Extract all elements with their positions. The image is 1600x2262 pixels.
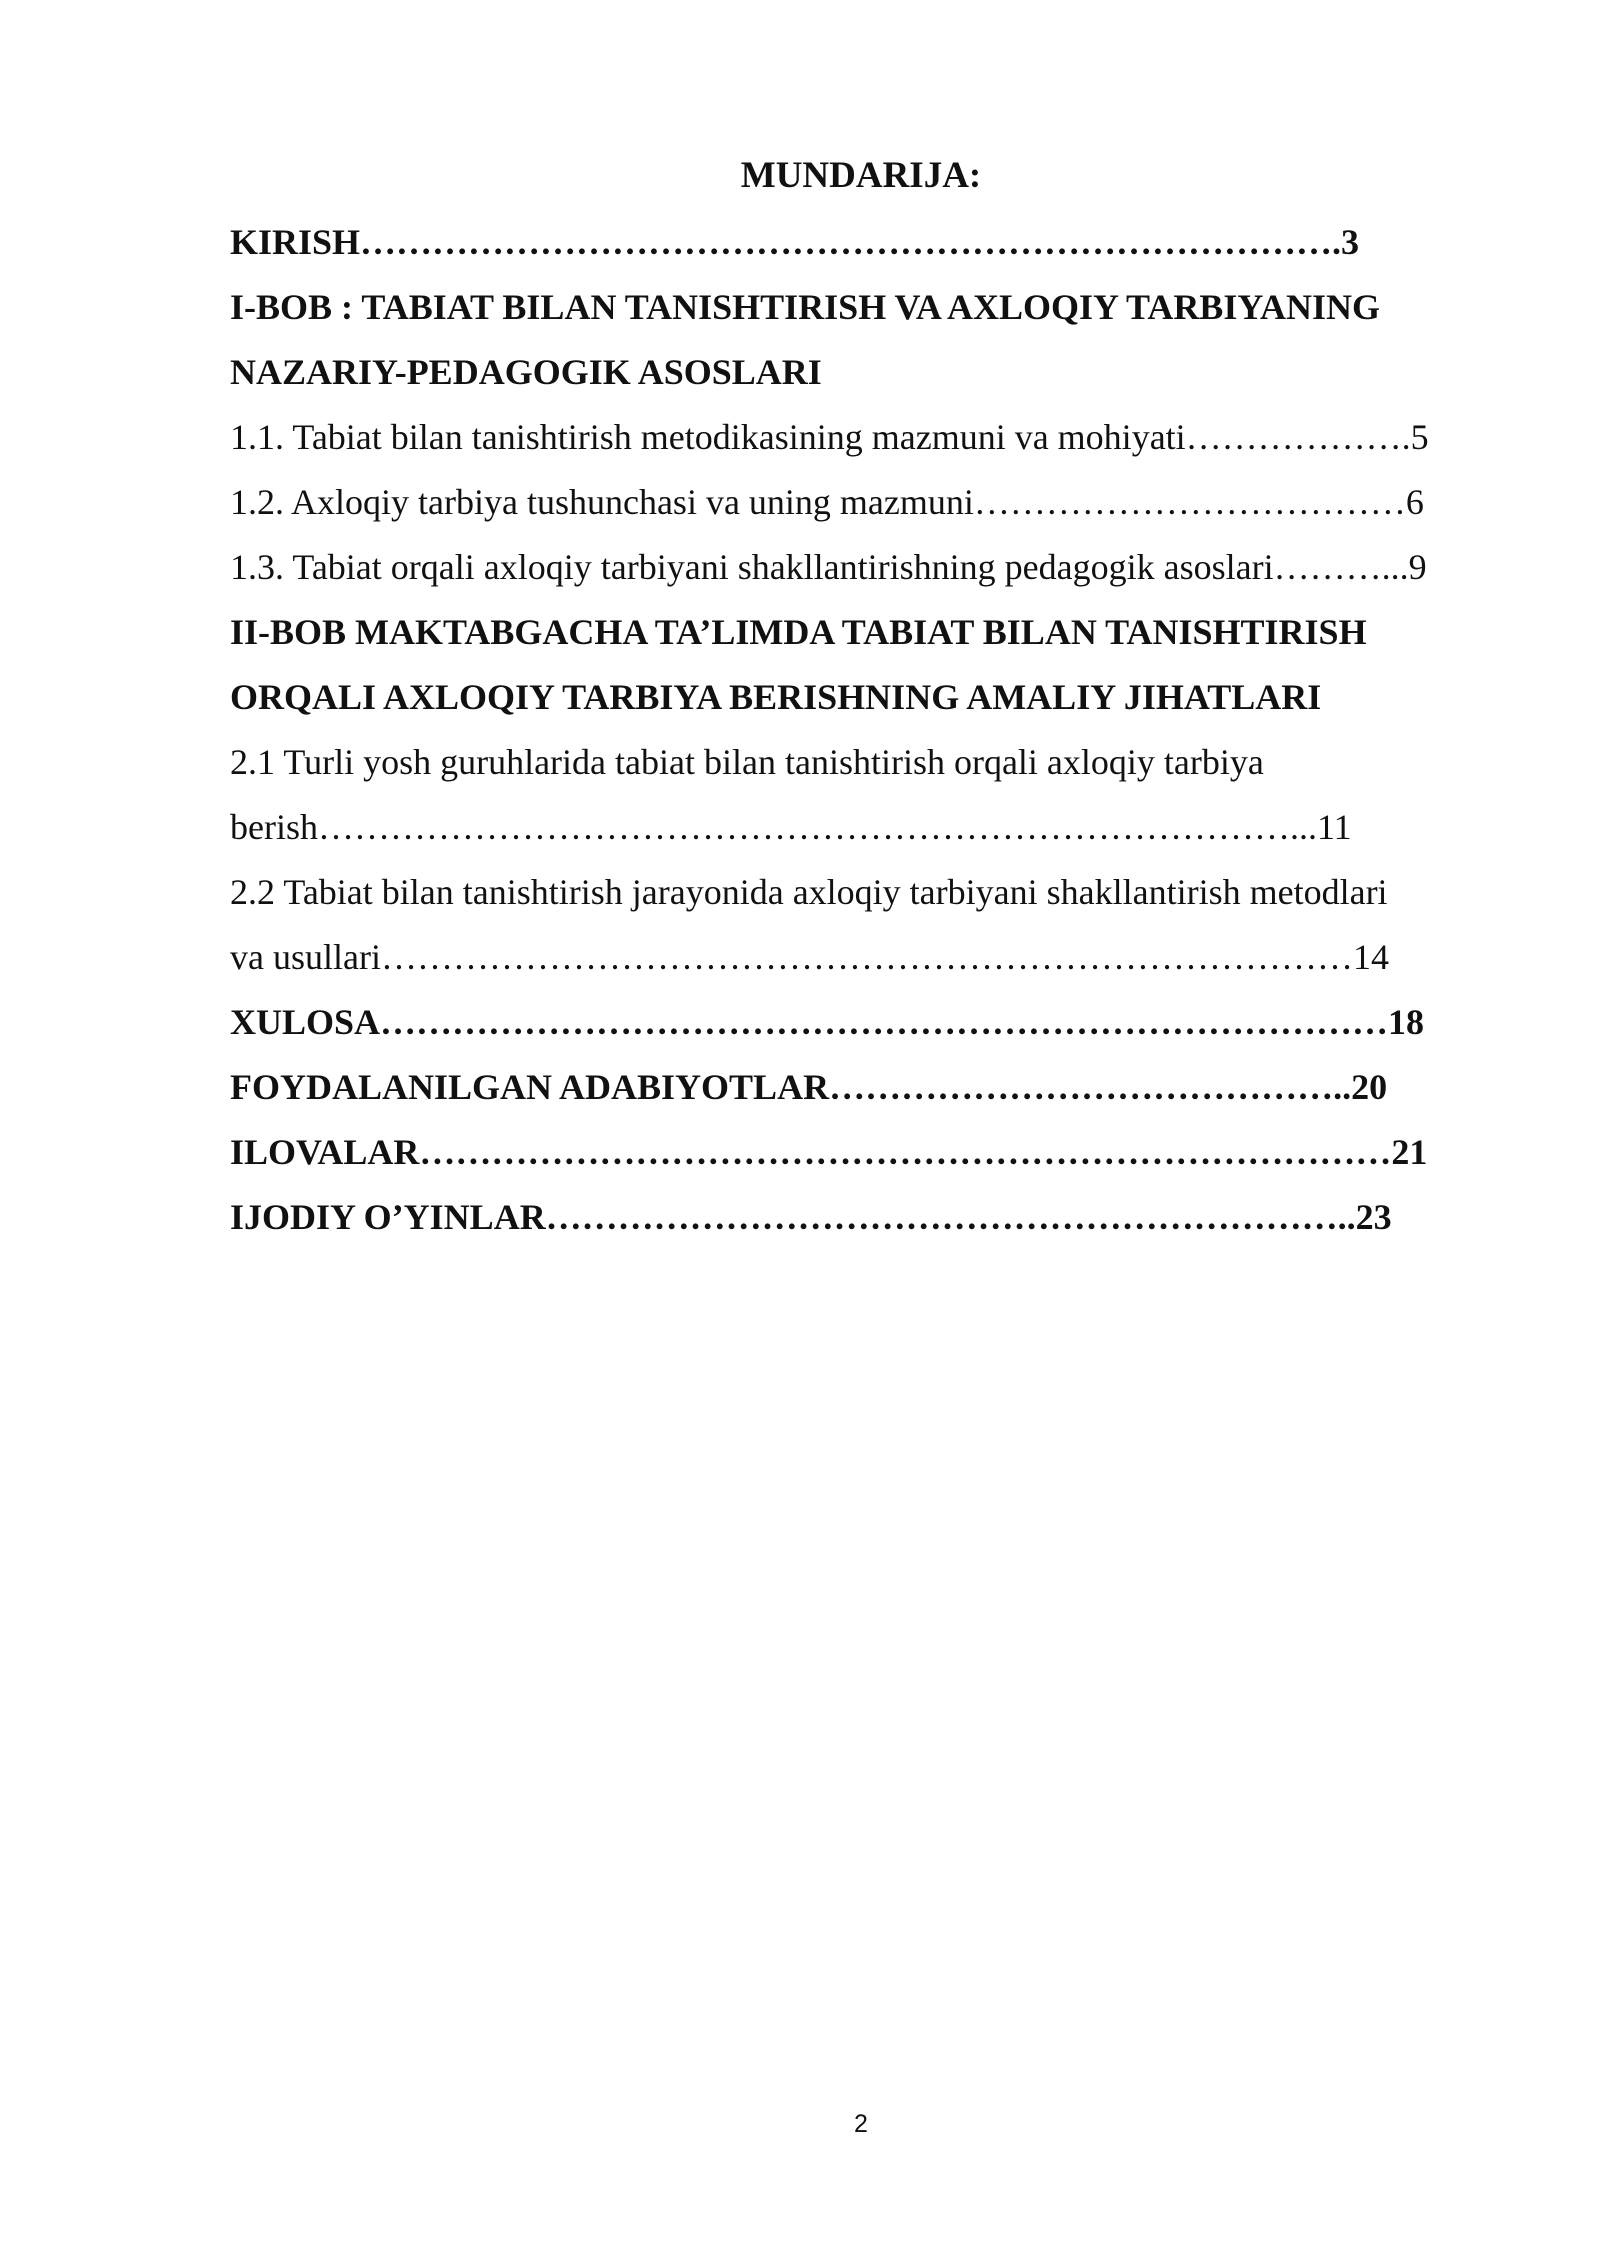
table-of-contents	[230, 218, 1490, 1258]
toc-entry-section-1-3[interactable]: 1.3. Tabiat orqali axloqiy tarbiyani shakllantirishning pedagogik asoslari………...9	[230, 547, 1427, 587]
toc-entry-section-1-1[interactable]: 1.1. Tabiat bilan tanishtirish metodikasining mazmuni va mohiyati……………….5	[230, 417, 1429, 457]
toc-entry-section-2-2-line-2[interactable]: va usullari………………………………………………………………………14	[230, 937, 1389, 977]
toc-entry-chapter-2-line-1[interactable]: II-BOB MAKTABGACHA TA’LIMDA TABIAT BILAN TANISHTIRISH	[230, 612, 1367, 652]
toc-entry-ijodiy-oyinlar[interactable]: IJODIY O’YINLAR…………………………………………………………..23	[230, 1197, 1392, 1237]
toc-entry-section-2-2-line-1[interactable]: 2.2 Tabiat bilan tanishtirish jarayonida axloqiy tarbiyani shakllantirish metodlari	[230, 872, 1388, 912]
toc-entry-section-2-1-line-1[interactable]: 2.1 Turli yosh guruhlarida tabiat bilan tanishtirish orqali axloqiy tarbiya	[230, 742, 1264, 782]
toc-entry-chapter-1-line-2[interactable]: NAZARIY-PEDAGOGIK ASOSLARI	[230, 352, 822, 392]
toc-entry-section-2-1-line-2[interactable]: berish………………………………………………………………………...11	[230, 807, 1352, 847]
toc-entry-chapter-1-line-1[interactable]: I-BOB : TABIAT BILAN TANISHTIRISH VA AXLOQIY TARBIYANING	[230, 287, 1381, 327]
page-number: 2	[854, 2110, 868, 2138]
toc-entry-kirish[interactable]: KIRISH……………………………………………………………………….3	[230, 222, 1360, 262]
toc-entry-xulosa[interactable]: XULOSA…………………………………………………………………………18	[230, 1002, 1425, 1042]
toc-entry-ilovalar[interactable]: ILOVALAR………………………………………………………………………21	[230, 1132, 1428, 1172]
toc-entry-foydalanilgan-adabiyotlar[interactable]: FOYDALANILGAN ADABIYOTLAR……………………………………..20	[230, 1067, 1388, 1107]
toc-title: MUNDARIJA:	[740, 155, 982, 196]
toc-entry-section-1-2[interactable]: 1.2. Axloqiy tarbiya tushunchasi va uning mazmuni………………………………6	[230, 482, 1424, 522]
toc-entry-chapter-2-line-2[interactable]: ORQALI AXLOQIY TARBIYA BERISHNING AMALIY JIHATLARI	[230, 677, 1322, 717]
